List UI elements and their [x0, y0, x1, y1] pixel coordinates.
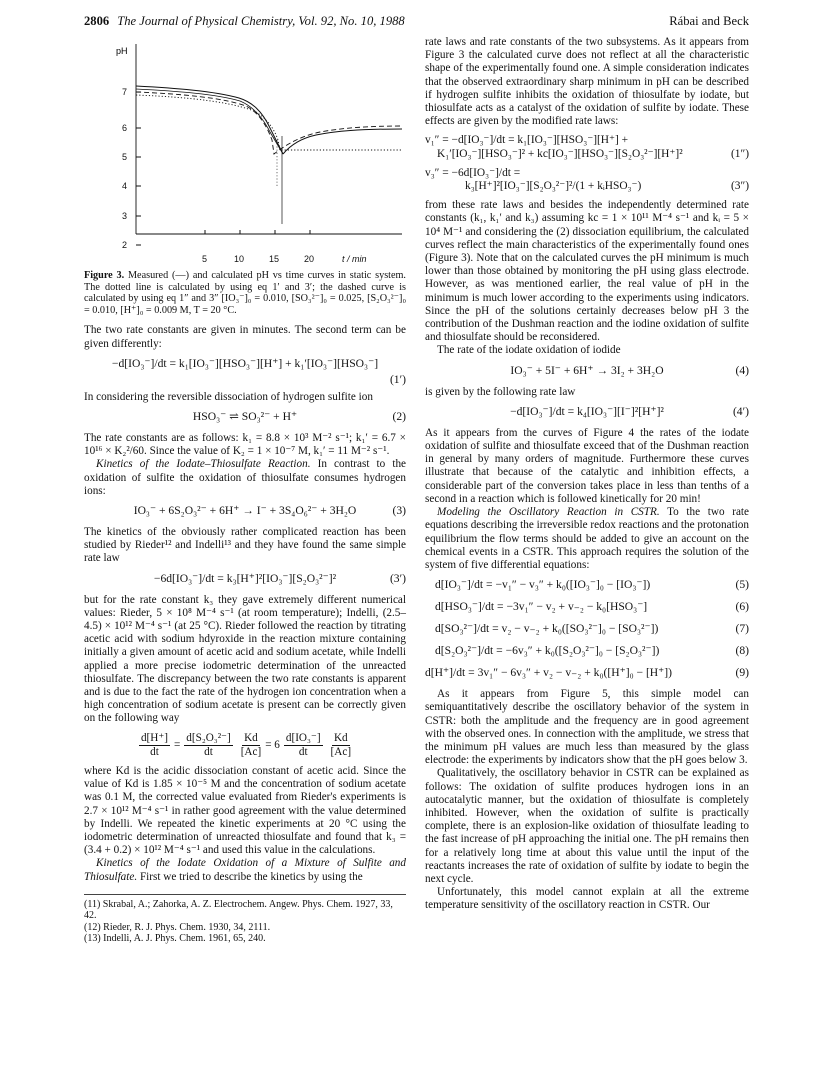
paragraph: where Kd is the acidic dissociation constant of acetic acid. Since the value of Kd is 1.85 × 10⁻⁵ M and the concentration of sodium acetate was 0.1 M, the corrected value evaluated from Rieder's experiments is 2.7 × 10¹² M⁻⁴ s⁻¹ in rather good agreement with the value determined by Indelli. We repeated the kinetic experiments at 20 °C using the iodometric determination of unreacted thiosulfate and found that k₃ = (3.4 + 0.2) × 10¹² M⁻⁴ s⁻¹ and used this value in the calculations.	[84, 765, 406, 857]
rate-correction-equation: $\frac{d[H^+]}{dt}$ = $\frac{\text{d[S₂O₃²⁻]}}{dt}$ $\frac{Kd}{[Ac]}$ = 6 d[IO₃⁻] dt Kd [Ac]	[140, 731, 352, 758]
paragraph: is given by the following rate law	[425, 385, 576, 398]
equation-1-double-prime: v₁″ = −d[IO₃⁻]/dt = k₁[IO₃⁻][HSO₃⁻][H⁺] + K₁′[IO₃⁻][HSO₃⁻]² + kc[IO₃⁻][HSO₃⁻][S₂O₃²⁻][H⁺]² (1″)	[425, 134, 749, 160]
equation-number: (7)	[735, 622, 749, 636]
page-header	[84, 14, 749, 34]
equation-9: d[H⁺]/dt = 3v₁″ − 6v₃″ + v₂ − v₋₂ + k₀([H⁺]₀ − [H⁺]) (9)	[425, 666, 749, 680]
equation-number: (1″)	[730, 147, 749, 160]
equation-4: IO₃⁻ + 5I⁻ + 6H⁺ → 3I₂ + 3H₂O (4)	[510, 363, 749, 377]
page-number: 2806	[84, 14, 110, 28]
paragraph: Modeling the Oscillatory Reaction in CSTR. To the two rate equations describing the irreversible redox reactions and the protonation equilibrium the flow terms should be added to give an account on the chemical events in a CSTR. This approach requires the solution of the system of five differential equations:	[425, 506, 749, 571]
paragraph: The kinetics of the obviously rather complicated reaction has been studied by Rieder¹² and Indelli¹³ and they have found the same simple rate law	[84, 526, 406, 565]
y-tick-label: 6	[122, 123, 128, 133]
equation-number: (3″)	[730, 180, 749, 193]
y-tick-label: 5	[122, 152, 128, 162]
y-tick-label: 2	[122, 240, 128, 250]
equation-5: d[IO₃⁻]/dt = −v₁″ − v₃″ + k₀([IO₃⁻]₀ − [IO₃⁻]) (5)	[435, 578, 749, 592]
paragraph: The rate of the iodate oxidation of iodide	[437, 344, 621, 357]
reference-item: (12) Rieder, R. J. Phys. Chem. 1930, 34, 2111.	[84, 921, 271, 933]
calculated-dotted-curve	[136, 95, 402, 150]
running-authors: Rábai and Beck	[669, 14, 749, 28]
reference-item: (13) Indelli, A. J. Phys. Chem. 1961, 65, 240.	[84, 933, 266, 945]
equation-number: (8)	[735, 644, 749, 658]
y-tick-label: 7	[122, 87, 128, 97]
x-tick-label: 20	[304, 254, 315, 264]
paragraph: In considering the reversible dissociation of hydrogen sulfite ion	[84, 390, 373, 403]
footnote-references	[84, 894, 406, 945]
equation-number: (2)	[392, 409, 406, 423]
equation-number: (9)	[735, 666, 749, 680]
paragraph: Kinetics of the Iodate Oxidation of a Mixture of Sulfite and Thiosulfate. First we tried to describe the kinetics by using the	[84, 857, 406, 883]
paragraph: from these rate laws and besides the independently determined rate constants (k₁, k₁′ and k₃) assuming kc = 1 × 10¹¹ M⁻⁴ s⁻¹ and kᵢ = 5 × 10⁴ M⁻¹ and considering the (2) dissociation equilibrium, the calculated curves reflect the main characteristics of the experimentally found ones (Figure 3). Note that on the calculated curves the pH minimum is much lower than those obtained by monitoring the pH using glass electrode. However, as was mentioned earlier, the real value of pH in the minimum is much lower according to the experiments using indicators. Since the pH of the solutions certainly decreases below pH 3 the contribution of the Dushman reaction and the iodine oxidation of sulfite and thiosulfate should be reconsidered.	[425, 199, 749, 344]
paragraph: Unfortunately, this model cannot explain at all the extreme temperature sensitivity of the oscillatory reaction in CSTR. Our	[425, 886, 749, 912]
x-tick-label: 5	[202, 254, 208, 264]
paragraph: As it appears from Figure 5, this simple model can semiquantitatively describe the oscillatory behavior of the system in CSTR: both the amplitude and the frequency are in good agreement with the observed ones. In connection with the amplitude, we stress that the minimum pH values are much less than measured by the glass electrode: the experiments by indicators show that the pH goes below 3.	[425, 688, 749, 767]
equation-number: (1′)	[389, 372, 406, 386]
y-axis-label: pH	[116, 46, 128, 56]
measured-curve	[136, 89, 283, 154]
paragraph: but for the rate constant k₃ they gave extremely different numerical values: Rieder, 5 × 10⁸ M⁻⁴ s⁻¹ (at room temperature); Indelli, (2.5–4.5) × 10¹² M⁻⁴ s⁻¹ (at 25 °C). Rieder followed the reaction by titrating acetic acid with sodium hdyroxide in the reaction mixture containing initially a given amount of acetic acid and sodium acetate, while Indelli applied a more precise iodometric determination of the unreacted thiosulfate. The discrepancy between the two rate constants is apparent and is due to the fact the rate of the hydrogen ion concentration when a high concentration of sodium acetate is present can be correctly given on the following way	[84, 593, 406, 725]
measured-curve	[136, 86, 283, 154]
equation-4-prime: −d[IO₃⁻]/dt = k₄[IO₃⁻][I⁻]²[H⁺]² (4′)	[510, 404, 749, 418]
x-tick-label: 10	[234, 254, 245, 264]
journal-citation: The Journal of Physical Chemistry, Vol. 92, No. 10, 1988	[117, 14, 405, 28]
paragraph: Kinetics of the Iodate–Thiosulfate Reaction. In contrast to the oxidation of sulfite the oxidation of thiosulfate consumes hydrogen ions:	[84, 458, 407, 497]
x-axis-label: t / min	[342, 254, 367, 264]
equation-7: d[SO₃²⁻]/dt = v₂ − v₋₂ + k₀([SO₃²⁻]₀ − [SO₃²⁻]) (7)	[435, 622, 749, 636]
equation-number: (3)	[392, 504, 406, 517]
equation-3-prime: −6d[IO₃⁻]/dt = k₃[H⁺]²[IO₃⁻][S₂O₃²⁻]² (3′)	[153, 571, 406, 585]
equation-number: (3′)	[389, 571, 406, 585]
equation-3: IO₃⁻ + 6S₂O₃²⁻ + 6H⁺ → I⁻ + 3S₄O₆²⁻ + 3H₂O (3)	[133, 504, 406, 517]
equation-number: (5)	[735, 578, 749, 592]
equation-number: (4′)	[732, 404, 749, 418]
right-column	[425, 36, 749, 913]
y-tick-label: 4	[122, 181, 128, 191]
paragraph: Qualitatively, the oscillatory behavior in CSTR can be explained as follows: The oxidation of sulfite produces hydrogen ions in an autocatalytic manner, but the oxidation of thiosulfate is completely inhibited. However, when the oxidation of sulfite is practically complete, there is an explosion-like oxidation of thiosulfate leading to the fast increase of pH approaching the initial one. The pH remains then for a relatively long time at about this value until the input of the reactants increases the rate of oxidation of sulfite by iodate to begin the next cycle.	[425, 767, 749, 885]
figure-3-plot	[84, 36, 406, 266]
paragraph: As it appears from the curves of Figure 4 the rates of the iodate oxidation of sulfite and thiosulfate exceed that of the Dushman reaction in general by many orders of magnitude. Furthermore these curves illustrate that because of the catalytic and inhibition effects, a considerable part of the conversion takes place in less than tenths of a second in a reaction which is followed kinetically for 20 min!	[425, 426, 749, 505]
x-tick-label: 15	[269, 254, 280, 264]
left-column	[84, 36, 406, 945]
y-tick-label: 3	[122, 211, 128, 221]
equation-2: HSO₃⁻ ⇌ SO₃²⁻ + H⁺ (2)	[192, 409, 406, 423]
equation-number: (4)	[735, 363, 749, 377]
equation-8: d[S₂O₃²⁻]/dt = −6v₃″ + k₀([S₂O₃²⁻]₀ − [S₂O₃²⁻]) (8)	[435, 644, 749, 658]
reference-item: (11) Skrabal, A.; Zahorka, A. Z. Electrochem. Angew. Phys. Chem. 1927, 33, 42.	[84, 898, 393, 922]
paragraph: rate laws and rate constants of the two subsystems. As it appears from Figure 3 the calculated curve does not reflect at all the characteristic shape of the experimentally found one. A simple consideration indicates that the observed extraordinary sharp minimum in pH can be described if hydrogen sulfite inhibits the oxidation of thiosulfate by iodate, but thiosulfate acts as a catalyst of the oxidation of sulfite by iodate. These effects are given by the modified rate laws:	[425, 36, 749, 128]
equation-6: d[HSO₃⁻]/dt = −3v₁″ − v₂ + v₋₂ − k₀[HSO₃⁻] (6)	[435, 600, 749, 614]
equation-number: (6)	[735, 600, 749, 614]
paragraph: The rate constants are as follows: k₁ = 8.8 × 10³ M⁻² s⁻¹; k₁′ = 6.7 × 10¹⁶ × K₂²/60. Since the value of K₂ = 1 × 10⁻⁷ M, k₁′ = 11 M⁻² s⁻¹.	[84, 431, 406, 458]
equation-3-double-prime: v₃″ = −6d[IO₃⁻]/dt = k₃[H⁺]²[IO₃⁻][S₂O₃²⁻]²/(1 + kᵢHSO₃⁻) (3″)	[425, 166, 749, 193]
paragraph: The two rate constants are given in minutes. The second term can be given differently:	[84, 324, 406, 350]
figure-3-caption: Figure 3. Measured (—) and calculated pH vs time curves in static system. The dotted line is calculated by using eq 1′ and 3′; the dashed curve is calculated by using eq 1″ and 3″ [IO₃⁻]₀ = 0.010, [SO₃²⁻]₀ = 0.025, [S₂O₃²⁻]₀ = 0.010, [H⁺]₀ = 0.009 M, T = 20 °C.	[84, 270, 406, 316]
equation-1-prime: −d[IO₃⁻]/dt = k₁[IO₃⁻][HSO₃⁻][H⁺] + k₁′[IO₃⁻][HSO₃⁻]	[111, 356, 379, 370]
figure-3	[84, 36, 406, 266]
